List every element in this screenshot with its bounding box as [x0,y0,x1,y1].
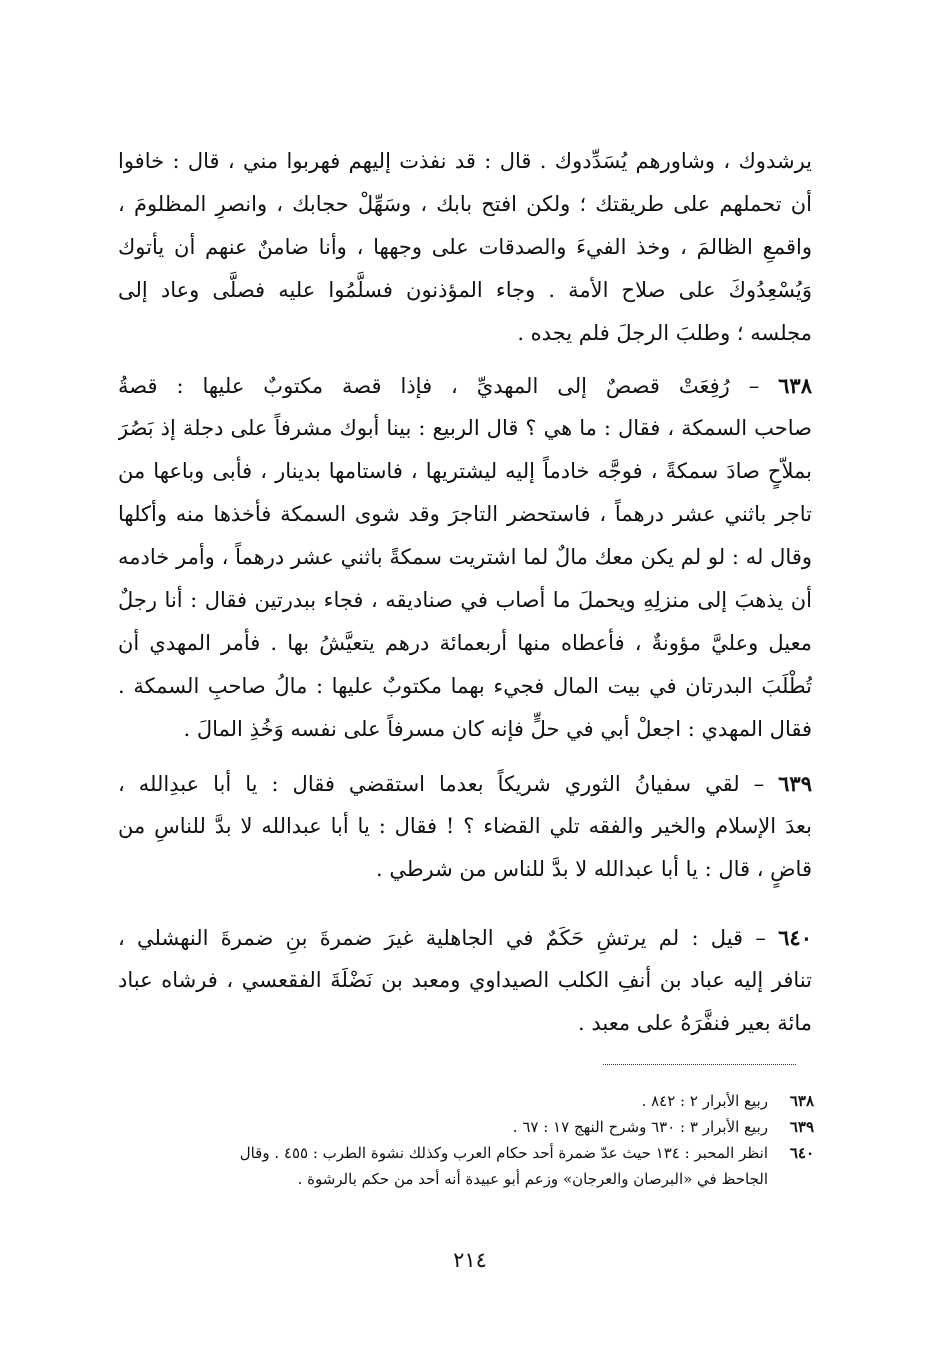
text-line: مجلسه ؛ وطلبَ الرجلَ فلم يجده . [517,321,812,345]
paragraph-continuation [118,140,812,355]
text-line: تاجر باثني عشر درهماً ، فاستحضر التاجرَ وقد شوى السمكة فأخذها منه وأكلها [118,502,812,526]
text-line [118,916,812,959]
text-line: وَيُسْعِدُوكَ على صلاح الأمة . وجاء المؤذنون فسلَّمُوا عليه فصلَّى وعاد إلى [118,278,812,302]
page-number: ٢١٤ [453,1248,487,1272]
entry-640 [118,916,812,1045]
entry-number: ٦٣٨ [778,373,812,398]
entry-text: – قيل : لم يرتشِ حَكَمٌ في الجاهلية غيرَ ضمرةَ بنِ ضمرةَ النهشلي ، [118,926,766,950]
text-line: مائة بعير فنفَّرَهُ على معبد . [577,1011,812,1035]
entry-text: – لقي سفيانُ الثوري شريكاً بعدما استقضي فقال : يا أبا عبدِالله ، [118,772,765,796]
footnote [118,1140,814,1166]
footnote-number: ٦٣٨ [789,1092,814,1110]
entry-number: ٦٣٩ [778,771,812,796]
footnote [118,1088,814,1114]
text-line [118,762,812,805]
footnote-text: الجاحظ في «البرصان والعرجان» وزعم أبو عبيدة أنه أحد من حكم بالرشوة . [297,1170,768,1188]
text-line: فقال المهدي : اجعلْ أبي في حلٍّ فإنه كان مسرفاً على نفسه وَخُذِ المالَ . [183,717,812,741]
text-line: يرشدوك ، وشاورهم يُسَدِّدوك . قال : قد نفذت إليهم فهربوا مني ، قال : خافوا [118,149,812,173]
text-line: بملاّحٍ صادَ سمكةً ، فوجَّه خادماً إليه ليشتريها ، فاستامها بدينار ، فأبى وباعها من [118,459,812,483]
footnote-continuation [118,1166,814,1192]
text-line: تنافر إليه عباد بن أنفِ الكلب الصيداوي ومعبد بن نَضْلَةَ الفقعسي ، فرشاه عباد [118,968,812,992]
entry-text: – رُفِعَتْ قصصٌ إلى المهديِّ ، فإذا قصة مكتوبٌ عليها : قصةُ [118,374,760,398]
footnote-text: ربيع الأبرار ٣ : ٦٣٠ وشرح النهج ١٧ : ٦٧ . [512,1118,768,1136]
text-line: أن تحملهم على طريقتك ؛ ولكن افتح بابك ، وسَهِّلْ حجابك ، وانصرِ المظلومَ ، [118,192,812,216]
entry-638 [118,364,812,751]
footnote-text: انظر المحبر : ١٣٤ حيث عدّ ضمرة أحد حكام العرب وكذلك نشوة الطرب : ٤٥٥ . وقال [239,1144,768,1162]
text-line: واقمعِ الظالمَ ، وخذ الفيءَ والصدقات على وجهها ، وأنا ضامنٌ عنهم أن يأتوك [118,235,812,259]
text-line: بعدَ الإسلام والخير والفقه تلي القضاء ؟ ! فقال : يا أبا عبدالله لا بدَّ للناسِ من [118,814,812,838]
entry-number: ٦٤٠ [778,925,812,950]
footnote [118,1114,814,1140]
text-line: صاحب السمكة ، فقال : ما هي ؟ قال الربيع : بينا أبوك مشرفاً على دجلة إذ بَصُرَ [118,416,812,440]
text-line: تُطْلَبَ البدرتان في بيت المال فجيء بهما مكتوبٌ عليها : مالُ صاحبِ السمكة . [118,674,812,698]
text-line: أن يذهبَ إلى منزلِهِ ويحملَ ما أصاب في صناديقه ، فجاء ببدرتين فقال : أنا رجلٌ [118,588,812,612]
text-line [118,364,812,407]
footnote-number: ٦٣٩ [789,1118,814,1136]
entry-639 [118,762,812,891]
footnote-number: ٦٤٠ [789,1144,814,1162]
text-line: قاضٍ ، قال : يا أبا عبدالله لا بدَّ للناس من شرطي . [375,857,812,881]
footnote-text: ربيع الأبرار ٢ : ٨٤٢ . [641,1092,768,1110]
footnote-divider [603,1064,796,1065]
text-line: وقال له : لو لم يكن معك مالٌ لما اشتريت سمكةً باثني عشر درهماً ، وأمر خادمه [118,545,812,569]
footnotes [118,1088,814,1192]
text-line: معيل وعليَّ مؤونةٌ ، فأعطاه منها أربعمائة درهم يتعيَّشُ بها . فأمر المهدي أن [118,631,812,655]
